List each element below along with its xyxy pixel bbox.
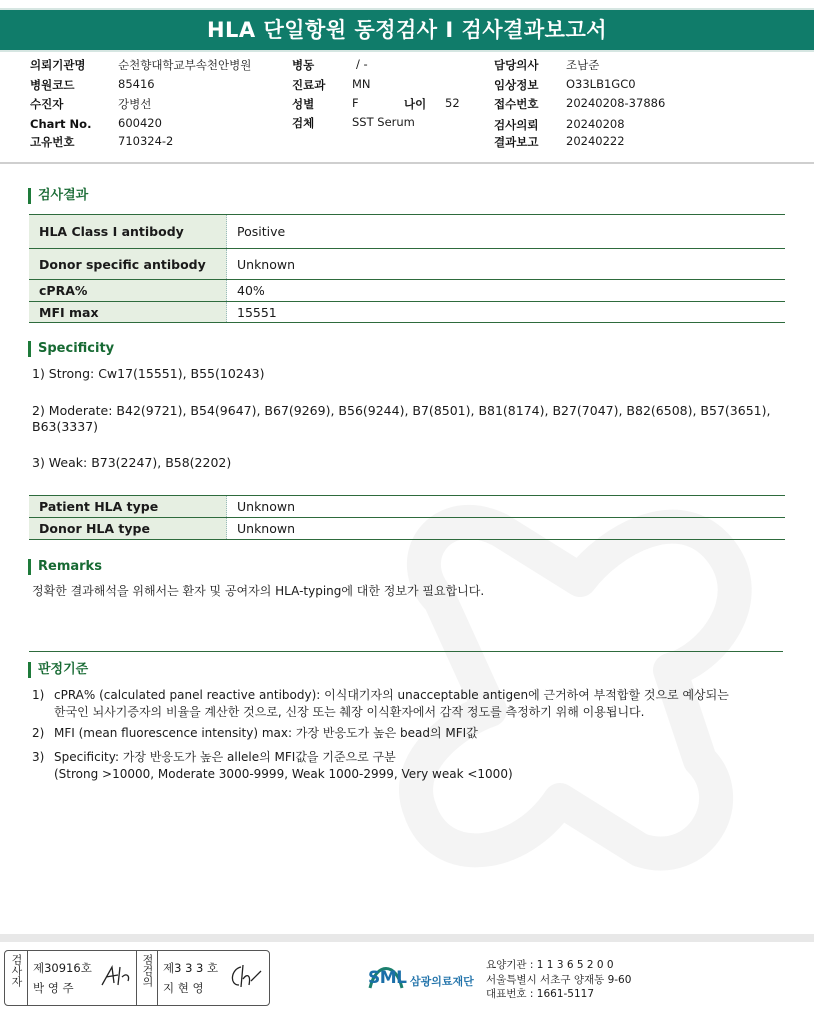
result-label: HLA Class I antibody [29,215,227,249]
patient-value: 강병선 [118,97,152,111]
doctor-label: 담당의사 [494,58,539,72]
org-info-address: 서울특별시 서초구 양재동 9-60 [486,973,632,986]
logo-text: SML [368,968,407,988]
reviewer-signature [227,961,263,991]
sex-label: 성별 [292,97,315,111]
tester-signature [100,963,132,991]
table-row [29,518,785,540]
age-value: 52 [445,96,460,110]
table-row [29,249,785,280]
criteria-num: 1) [32,688,45,702]
hla-type-label: Donor HLA type [29,518,227,540]
reviewer-license: 제3 3 3 호 [163,961,219,975]
reviewer-name: 지 현 영 [163,981,204,995]
criteria-line: (Strong >10000, Moderate 3000-9999, Weak 1000-2999, Very weak <1000) [54,767,513,781]
unique-no-label: 고유번호 [30,135,75,149]
org-info [486,958,631,1002]
table-row [29,302,785,323]
result-label: MFI max [29,302,227,323]
result-value: 40% [227,280,786,302]
criteria-line: MFI (mean fluorescence intensity) max: 가장 반응도가 높은 bead의 MFI값 [54,726,478,740]
org-info-code: 요양기관 : 1 1 3 6 5 2 0 0 [486,959,614,971]
clinical-info-value: O33LB1GC0 [566,77,636,91]
hospital-code-value: 85416 [118,77,155,91]
tester-license: 제30916호 [33,961,92,975]
hla-type-table [29,495,785,540]
reviewer-label: 점검의 [141,954,154,987]
result-value: Unknown [227,249,786,280]
remarks-section-title: Remarks [28,559,102,575]
unique-no-value: 710324-2 [118,134,174,148]
table-row [29,280,785,302]
criteria-line: 한국인 뇌사기증자의 비율을 계산한 것으로, 신장 또는 췌장 이식환자에서 감작 정도를 측정하기 위해 이용됩니다. [54,705,645,719]
report-date-label: 결과보고 [494,135,539,149]
results-table [29,214,785,323]
org-info-phone: 대표번호 : 1661-5117 [486,988,595,1000]
hla-type-value: Unknown [227,496,786,518]
specificity-weak: 3) Weak: B73(2247), B58(2202) [32,455,232,470]
request-date-value: 20240208 [566,117,625,131]
age-label: 나이 [404,97,427,111]
criteria-divider [29,651,783,652]
specificity-section-title: Specificity [28,341,114,357]
result-label: cPRA% [29,280,227,302]
result-label: Donor specific antibody [29,249,227,280]
patient-label: 수진자 [30,97,64,111]
ward-label: 병동 [292,58,315,72]
criteria-num: 2) [32,726,45,740]
request-date-label: 검사의뢰 [494,118,539,132]
department-value: MN [352,77,371,91]
hla-type-value: Unknown [227,518,786,540]
chart-no-value: 600420 [118,116,162,130]
clinical-info-label: 임상정보 [494,78,539,92]
report-title-bar [0,8,814,52]
result-value: 15551 [227,302,786,323]
table-row [29,215,785,249]
tester-name: 박 영 주 [33,981,74,995]
criteria-num: 3) [32,750,45,764]
signature-box [4,950,270,1006]
chart-no-label: Chart No. [30,117,92,131]
footer-divider [0,934,814,942]
sml-logo [366,958,478,998]
table-row [29,496,785,518]
criteria-section-title: 판정기준 [28,662,88,678]
specimen-value: SST Serum [352,115,415,129]
doctor-value: 조남준 [566,58,600,72]
receipt-no-value: 20240208-37886 [566,96,666,110]
criteria-line: cPRA% (calculated panel reactive antibody): 이식대기자의 unacceptable antigen에 근거하여 부적합할 것으로 예상되는 [54,688,729,702]
specificity-strong: 1) Strong: Cw17(15551), B55(10243) [32,366,265,381]
criteria-line: Specificity: 가장 반응도가 높은 allele의 MFI값을 기준으로 구분 [54,750,396,764]
institution-label: 의뢰기관명 [30,58,86,72]
sex-value: F [352,96,359,110]
org-name: 삼광의료재단 [410,975,474,988]
tester-label: 검사자 [10,954,23,987]
report-date-value: 20240222 [566,134,625,148]
hospital-code-label: 병원코드 [30,78,75,92]
header-divider [0,162,814,164]
specimen-label: 검체 [292,116,315,130]
department-label: 진료과 [292,78,326,92]
hla-type-label: Patient HLA type [29,496,227,518]
ward-value: / - [356,57,368,71]
report-title: HLA 단일항원 동정검사 I 검사결과보고서 [206,18,608,42]
receipt-no-label: 접수번호 [494,97,539,111]
remarks-text: 정확한 결과해석을 위해서는 환자 및 공여자의 HLA-typing에 대한 정보가 필요합니다. [32,584,485,598]
result-value: Positive [227,215,786,249]
institution-value: 순천향대학교부속천안병원 [118,58,252,72]
results-section-title: 검사결과 [28,188,88,204]
specificity-moderate: 2) Moderate: B42(9721), B54(9647), B67(9269), B56(9244), B7(8501), B81(8174), B27(7047), B82(6508), B57(3651), B63(3337) [32,403,771,434]
